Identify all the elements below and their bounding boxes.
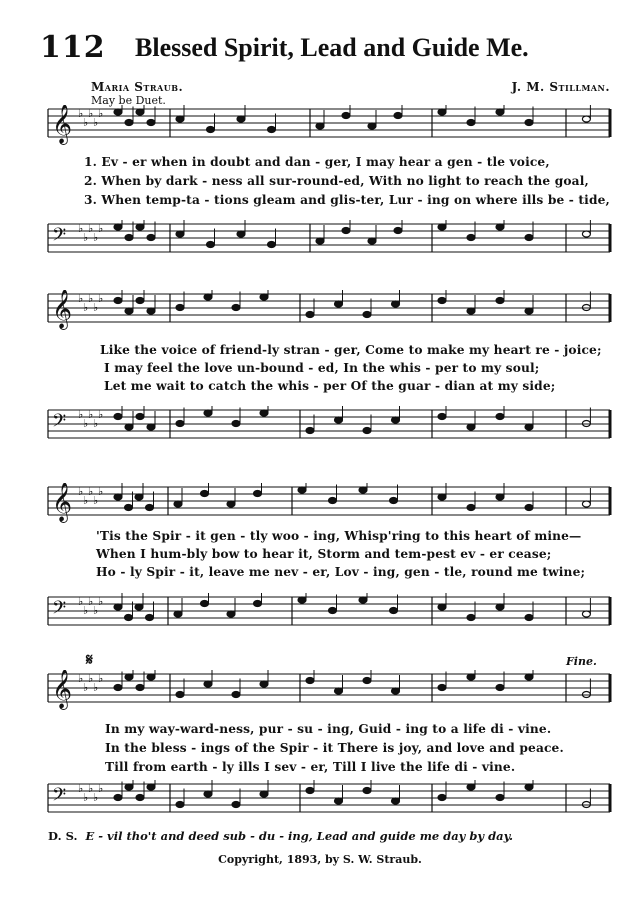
treble-staff-system-1	[0, 105, 640, 145]
fine-mark: Fine.	[566, 655, 597, 668]
svg-text:♭: ♭	[88, 782, 94, 795]
svg-text:♭: ♭	[83, 417, 89, 430]
segno-sign: 𝄋	[86, 650, 93, 669]
lyric-line: 'Tis the Spir - it gen - tly woo - ing, Whisp'ring to this heart of mine—	[96, 529, 582, 543]
lyric-line: Ho - ly Spir - it, leave me nev - er, Lov - ing, gen - tle, round me twine;	[96, 565, 586, 579]
svg-text:𝄢: 𝄢	[52, 411, 67, 436]
lyric-line: 2. When by dark - ness all sur-round-ed, With no light to reach the goal,	[84, 174, 589, 188]
svg-text:♭: ♭	[93, 301, 99, 314]
svg-text:♭: ♭	[88, 107, 94, 120]
svg-text:♭: ♭	[93, 417, 99, 430]
svg-text:♭: ♭	[88, 222, 94, 235]
svg-text:♭: ♭	[98, 292, 104, 305]
treble-staff-system-2	[0, 290, 640, 330]
hymn-title: Blessed Spirit, Lead and Guide Me.	[135, 33, 529, 62]
lyricist-credit: Maria Straub.	[91, 80, 184, 94]
lyric-line: In the bless - ings of the Spir - it There is joy, and love and peace.	[105, 741, 564, 755]
svg-text:♭: ♭	[78, 595, 84, 608]
svg-text:♭: ♭	[88, 672, 94, 685]
svg-text:♭: ♭	[98, 222, 104, 235]
svg-text:♭: ♭	[78, 485, 84, 498]
svg-text:𝄢: 𝄢	[52, 225, 67, 250]
copyright-notice: Copyright, 1893, by S. W. Straub.	[218, 853, 422, 866]
svg-text:𝄢: 𝄢	[52, 598, 67, 623]
svg-text:♭: ♭	[88, 595, 94, 608]
treble-staff-system-4	[0, 670, 640, 710]
svg-text:♭: ♭	[98, 107, 104, 120]
svg-text:♭: ♭	[93, 791, 99, 804]
svg-text:♭: ♭	[83, 681, 89, 694]
bass-staff-system-2	[0, 406, 640, 446]
svg-text:♭: ♭	[93, 231, 99, 244]
svg-text:♭: ♭	[98, 408, 104, 421]
svg-text:♭: ♭	[78, 107, 84, 120]
svg-text:♭: ♭	[93, 604, 99, 617]
ds-mark: D. S.	[48, 829, 78, 843]
svg-text:𝄞: 𝄞	[52, 105, 73, 144]
svg-text:𝄞: 𝄞	[52, 290, 73, 329]
svg-text:♭: ♭	[88, 292, 94, 305]
svg-text:♭: ♭	[83, 494, 89, 507]
svg-text:♭: ♭	[78, 292, 84, 305]
svg-text:♭: ♭	[78, 672, 84, 685]
svg-text:𝄞: 𝄞	[52, 670, 73, 709]
lyric-line: 1. Ev - er when in doubt and dan - ger, I may hear a gen - tle voice,	[84, 155, 550, 169]
bass-staff-system-4	[0, 780, 640, 820]
svg-text:𝄞: 𝄞	[52, 483, 73, 522]
svg-text:♭: ♭	[88, 485, 94, 498]
svg-text:♭: ♭	[93, 494, 99, 507]
svg-text:♭: ♭	[93, 681, 99, 694]
lyric-line: Till from earth - ly ills I sev - er, Till I live the life di - vine.	[105, 760, 516, 774]
svg-text:♭: ♭	[98, 672, 104, 685]
lyric-line: In my way-ward-ness, pur - su - ing, Guid - ing to a life di - vine.	[105, 722, 552, 736]
svg-text:♭: ♭	[78, 782, 84, 795]
bass-staff-system-1	[0, 220, 640, 260]
svg-text:♭: ♭	[88, 408, 94, 421]
ds-lyric: E - vil tho't and deed sub - du - ing, Lead and guide me day by day.	[85, 829, 513, 843]
lyric-line: Like the voice of friend-ly stran - ger, Come to make my heart re - joice;	[100, 343, 602, 357]
svg-text:♭: ♭	[98, 595, 104, 608]
composer-credit: J. M. Stillman.	[511, 80, 610, 94]
svg-text:♭: ♭	[83, 301, 89, 314]
performance-direction: May be Duet.	[91, 94, 166, 107]
lyric-line: When I hum-bly bow to hear it, Storm and tem-pest ev - er cease;	[96, 547, 552, 561]
lyric-line: I may feel the love un-bound - ed, In the whis - per to my soul;	[104, 361, 540, 375]
dal-segno-line	[48, 829, 513, 843]
lyric-line: Let me wait to catch the whis - per Of the guar - dian at my side;	[104, 379, 556, 393]
svg-text:♭: ♭	[83, 116, 89, 129]
page-number: 112	[40, 30, 106, 65]
svg-text:♭: ♭	[83, 791, 89, 804]
svg-text:♭: ♭	[93, 116, 99, 129]
bass-staff-system-3	[0, 593, 640, 633]
svg-text:♭: ♭	[98, 782, 104, 795]
svg-text:♭: ♭	[83, 604, 89, 617]
svg-text:𝄢: 𝄢	[52, 785, 67, 810]
treble-staff-system-3	[0, 483, 640, 523]
svg-text:♭: ♭	[83, 231, 89, 244]
svg-text:♭: ♭	[98, 485, 104, 498]
svg-text:♭: ♭	[78, 408, 84, 421]
lyric-line: 3. When temp-ta - tions gleam and glis-ter, Lur - ing on where ills be - tide,	[84, 193, 610, 207]
svg-text:♭: ♭	[78, 222, 84, 235]
